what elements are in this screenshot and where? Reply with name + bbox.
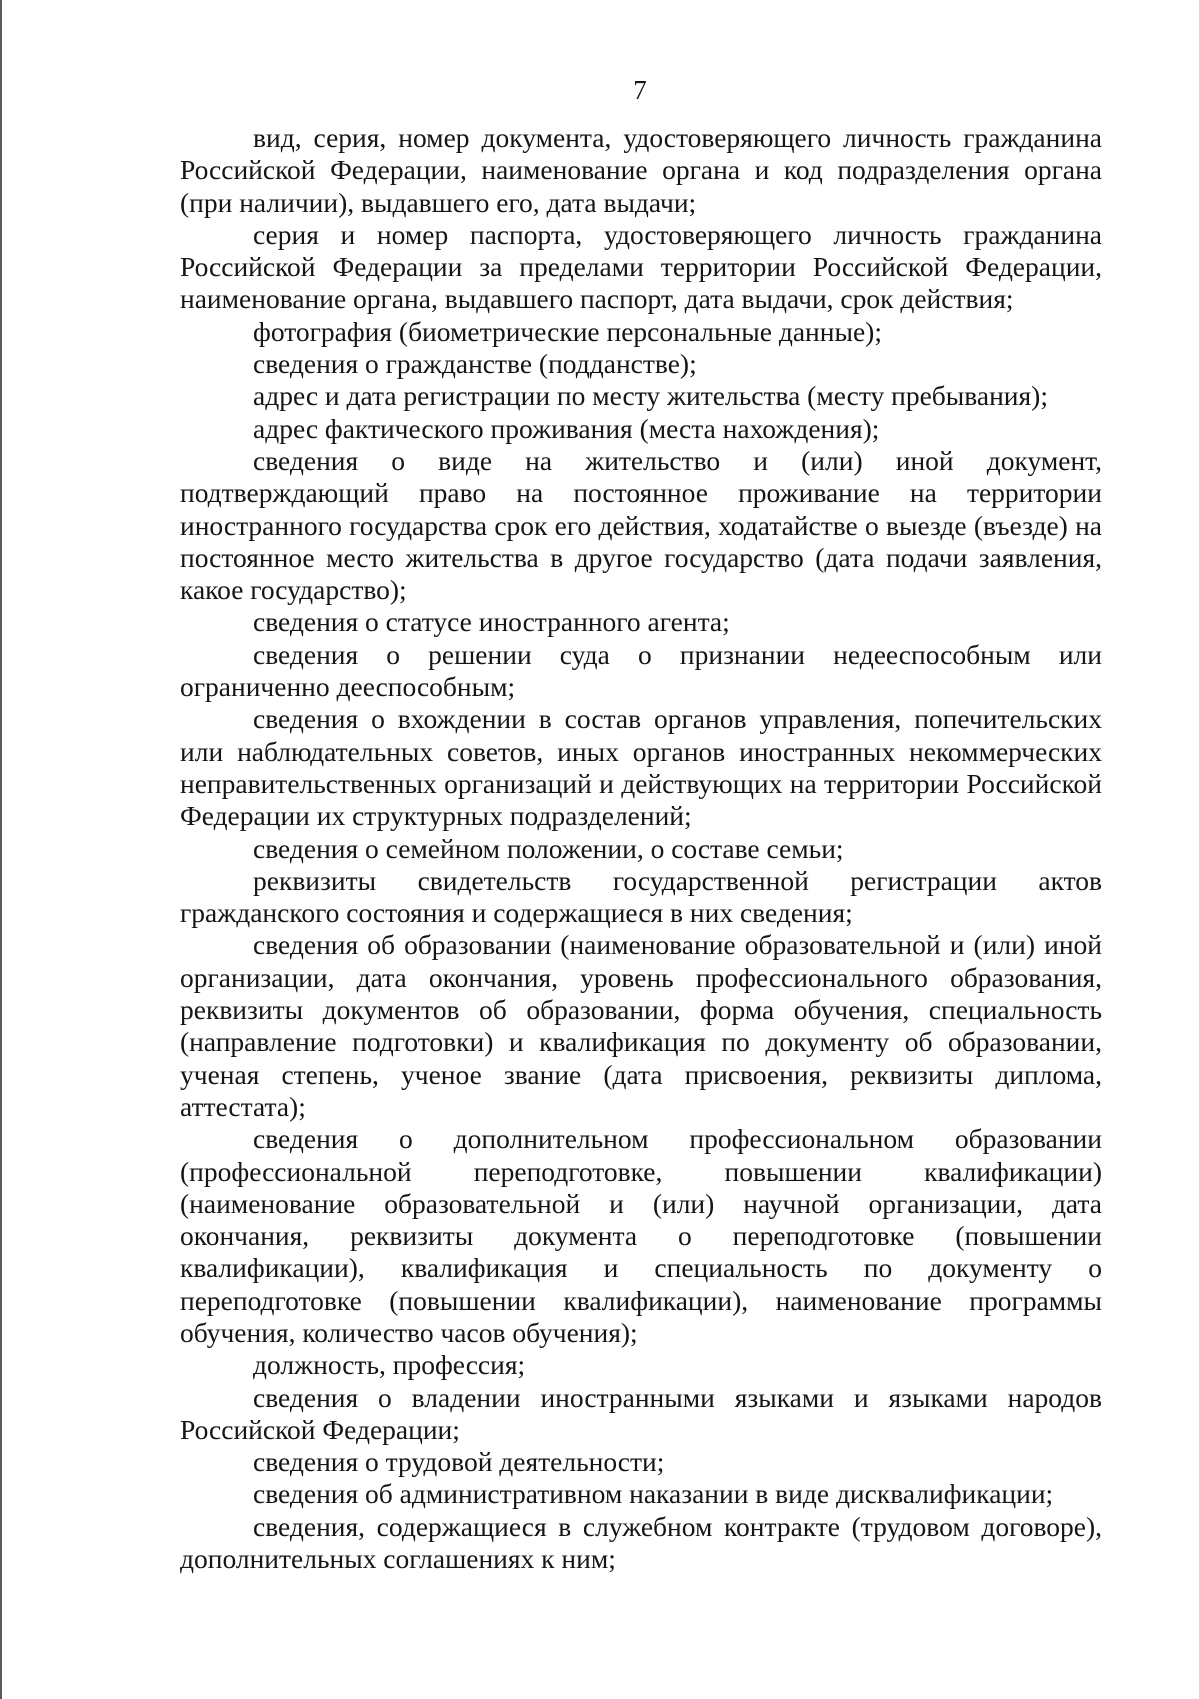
paragraph-actual-address: адрес фактического проживания (места нахождения); <box>253 412 880 444</box>
paragraph-passport: серия и номер паспорта, удостоверяющего личность гражданина Российской Федерации за пределами территории Российской Федерации, наименование органа, выдавшего паспорт, дата выдачи, срок действия; <box>180 218 1102 315</box>
paragraph-disqualification: сведения об административном наказании в виде дисквалификации; <box>253 1478 1054 1510</box>
paragraph-civil-records: реквизиты свидетельств государственной регистрации актов гражданского состояния и содержащиеся в них сведения; <box>180 864 1102 929</box>
page-number: 7 <box>633 75 647 105</box>
paragraph-registration-address: адрес и дата регистрации по месту жительства (месту пребывания); <box>253 380 1048 412</box>
document-body <box>180 122 1102 1575</box>
paragraph-document-details: вид, серия, номер документа, удостоверяющего личность гражданина Российской Федерации, наименование органа и код подразделения органа (при наличии), выдавшего его, дата выдачи; <box>180 122 1102 218</box>
paragraph-residence-permit: сведения о виде на жительство и (или) иной документ, подтверждающий право на постоянное проживание на территории иностранного государства срок его действия, ходатайстве о выезде (въезде) на постоянное место жительства в другое государство (дата подачи заявления, какое государство); <box>180 444 1102 606</box>
paragraph-photo: фотография (биометрические персональные данные); <box>253 315 882 347</box>
scan-edge-left <box>0 0 2 1699</box>
paragraph-work-history: сведения о трудовой деятельности; <box>253 1446 665 1478</box>
paragraph-service-contract: сведения, содержащиеся в служебном контракте (трудовом договоре), дополнительных соглашениях к ним; <box>180 1510 1102 1575</box>
paragraph-education: сведения об образовании (наименование образовательной и (или) иной организации, дата окончания, уровень профессионального образования, реквизиты документов об образовании, форма обучения, специальность (направление подготовки) и квалификация по документу об образовании, ученая степень, ученое звание (дата присвоения, реквизиты диплома, аттестата); <box>180 929 1102 1122</box>
paragraph-additional-education: сведения о дополнительном профессиональном образовании (профессиональной переподготовке, повышении квалификации) (наименование образовательной и (или) научной организации, дата окончания, реквизиты документа о переподготовке (повышении квалификации), квалификация и специальность по документу о переподготовке (повышении квалификации), наименование программы обучения, количество часов обучения); <box>180 1123 1102 1348</box>
paragraph-citizenship: сведения о гражданстве (подданстве); <box>253 348 697 380</box>
paragraph-family-status: сведения о семейном положении, о составе семьи; <box>253 832 844 864</box>
paragraph-languages: сведения о владении иностранными языками и языками народов Российской Федерации; <box>180 1381 1102 1445</box>
paragraph-court-decision: сведения о решении суда о признании недееспособным или ограниченно дееспособным; <box>180 638 1102 703</box>
paragraph-ngo-membership: сведения о вхождении в состав органов управления, попечительских или наблюдательных советов, иных органов иностранных некоммерческих неправительственных организаций и действующих на территории Российской Федерации их структурных подразделений; <box>180 703 1102 832</box>
paragraph-position: должность, профессия; <box>253 1349 526 1381</box>
paragraph-foreign-agent: сведения о статусе иностранного агента; <box>253 606 730 638</box>
